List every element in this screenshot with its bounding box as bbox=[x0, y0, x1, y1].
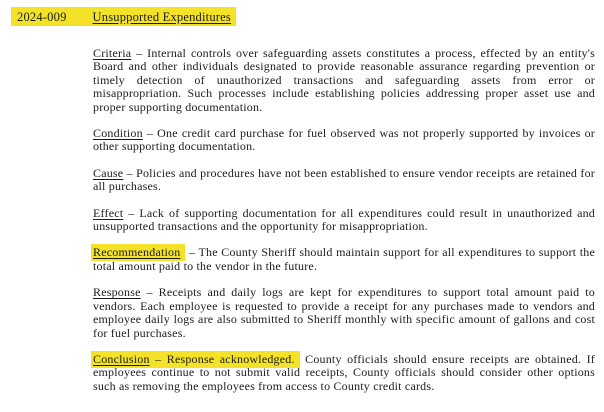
response-term: Response bbox=[93, 285, 141, 300]
criteria-paragraph bbox=[93, 47, 595, 114]
condition-term: Condition bbox=[93, 126, 143, 141]
finding-body bbox=[93, 47, 595, 393]
cause-paragraph bbox=[93, 167, 595, 194]
conclusion-term: Conclusion bbox=[93, 351, 150, 366]
effect-paragraph bbox=[93, 207, 595, 234]
criteria-text: – Internal controls over safeguarding assets constitutes a process, effected by an entity's Board and other individuals designated to provide reasonable assurance regarding prevention or timely detection of unauthorized transactions and safeguarding assets from error or misappropriation. Such processes include establishing policies addressing proper asset use and proper supporting documentation. bbox=[93, 46, 595, 114]
condition-text: – One credit card purchase for fuel observed was not properly supported by invoices or other supporting documentation. bbox=[93, 126, 595, 154]
conclusion-text: County officials should ensure receipts are obtained. If employees continue to not submit valid receipts, County officials should consider other options such as removing the employees from access to County credit cards. bbox=[93, 351, 595, 393]
response-paragraph bbox=[93, 286, 595, 340]
conclusion-highlighted-text: – Response acknowledged. bbox=[149, 351, 295, 366]
conclusion-paragraph bbox=[93, 353, 595, 393]
effect-text: – Lack of supporting documentation for all expenditures could result in unauthorized and unsupported transactions and the opportunity for misappropriation. bbox=[93, 205, 595, 234]
finding-header bbox=[0, 0, 604, 28]
condition-paragraph bbox=[93, 127, 595, 154]
recommendation-paragraph bbox=[93, 246, 595, 273]
cause-term: Cause bbox=[93, 165, 124, 180]
cause-text: – Policies and procedures have not been established to ensure vendor receipts are retained for all purchases. bbox=[93, 165, 595, 194]
recommendation-text: – The County Sheriff should maintain support for all expenditures to support the total amount paid to the vendor in the future. bbox=[93, 245, 595, 273]
finding-code: 2024-009 bbox=[17, 10, 67, 24]
criteria-term: Criteria bbox=[93, 46, 132, 60]
finding-title: Unsupported Expenditures bbox=[92, 10, 231, 24]
effect-term: Effect bbox=[93, 205, 124, 220]
recommendation-term: Recommendation bbox=[93, 245, 181, 260]
response-text: – Receipts and daily logs are kept for expenditures to support total amount paid to vendors. Each employee is requested to provide a receipt for any purchases made to vendors and employee daily logs are also submitted to Sheriff monthly with specific amount of gallons and cost for fuel purchases. bbox=[93, 285, 595, 340]
